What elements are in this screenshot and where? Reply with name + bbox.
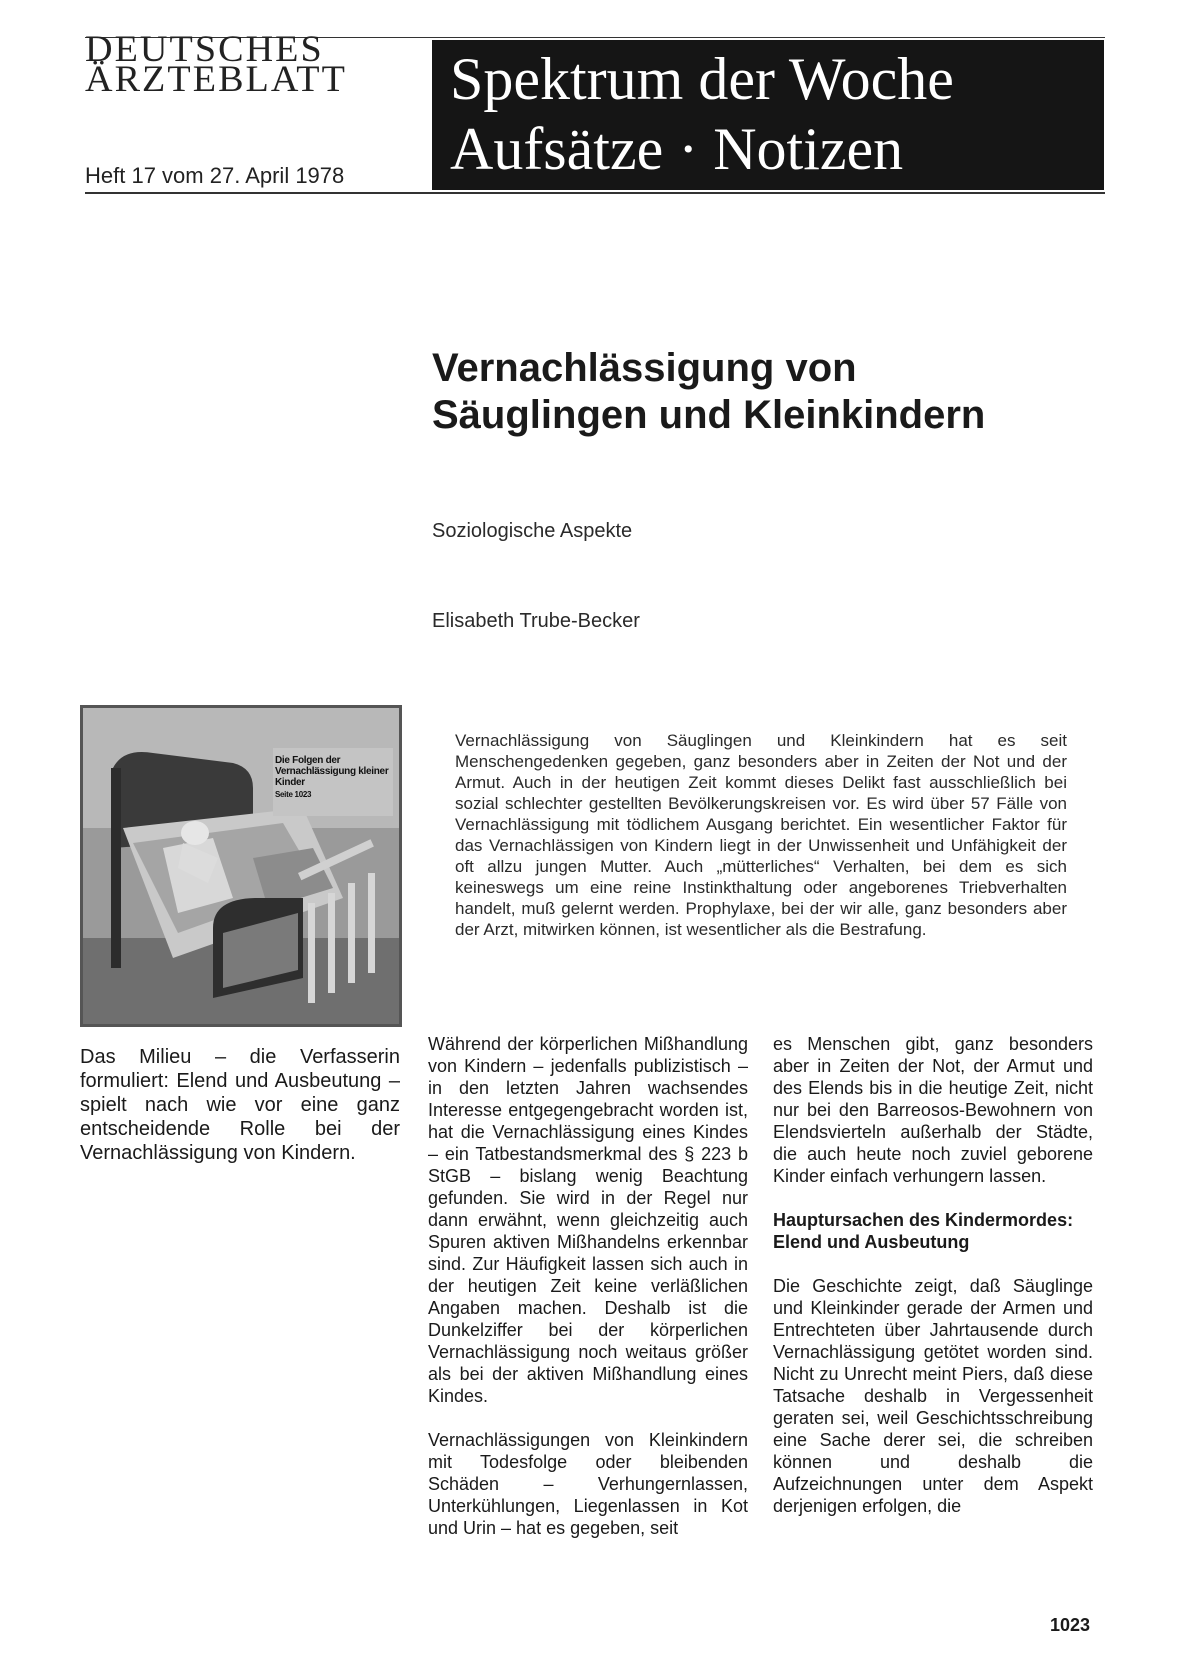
article-subtitle: Soziologische Aspekte bbox=[432, 520, 633, 542]
body-paragraph: es Menschen gibt, ganz besonders aber in Zeiten der Not, der Armut und des Elends bis in die heutige Zeit, nicht nur bei den Barreosos-Bewohnern von Elendsvierteln außerhalb der Städte, die auch heute noch zuviel geborene Kinder einfach verhungern lassen. bbox=[773, 1034, 1093, 1186]
article-photo bbox=[80, 705, 402, 1027]
masthead-line-2: ÄRZTEBLATT bbox=[85, 59, 347, 100]
photo-page-ref: Seite 1023 bbox=[275, 790, 312, 799]
body-paragraph: Vernachlässigungen von Kleinkindern mit Todesfolge oder bleibenden Schäden – Verhungernlassen, Unterkühlungen, Liegenlassen in Kot und Urin – hat es gegeben, seit bbox=[428, 1430, 748, 1538]
masthead-line-1: DEUTSCHES bbox=[85, 29, 324, 70]
header-rule bbox=[85, 192, 1105, 194]
journal-masthead bbox=[85, 29, 425, 100]
section-banner bbox=[432, 40, 1104, 190]
section-banner-line-2: Aufsätze · Notizen bbox=[450, 116, 904, 182]
article-abstract: Vernachlässigung von Säuglingen und Kleinkindern hat es seit Menschengedenken gegeben, ganz besonders aber in Zeiten der Not und der Armut. Auch in der heutigen Zeit kommt dieses Delikt fast ausschließlich bei sozial schlechter gestellten Bevölkerungskreisen vor. Es wird über 57 Fälle von Vernachlässigung mit tödlichem Ausgang berichtet. Ein wesentlicher Faktor für das Vernachlässigen von Kindern liegt in der Unwissenheit und Unfähigkeit der oft allzu jungen Mutter. Auch „mütterliches“ Verhalten, bei dem es sich keineswegs um eine reine Instinkthaltung oder angeborenes Triebverhalten handelt, muß gelernt werden. Prophylaxe, bei der wir alle, ganz besonders aber der Arzt, mitwirken können, ist wesentlicher als die Bestrafung. bbox=[455, 731, 1067, 939]
body-paragraph: Die Geschichte zeigt, daß Säuglinge und Kleinkinder gerade der Armen und Entrechteten über Jahrtausende durch Vernachlässigung getötet worden sind. Nicht zu Unrecht meint Piers, daß diese Tatsache deshalb in Vergessenheit geraten sei, weil Geschichtsschreibung eine Sache derer sei, die schreiben können und deshalb die Aufzeichnungen unter dem Aspekt derjenigen erfolgen, die bbox=[773, 1276, 1093, 1516]
body-column-1 bbox=[428, 1033, 748, 1561]
body-paragraph: Während der körperlichen Mißhandlung von Kindern – jedenfalls publizistisch – in den letzten Jahren wachsendes Interesse entgegengebracht worden ist, hat die Vernachlässigung eines Kindes – ein Tatbestandsmerkmal des § 223 b StGB – bislang wenig Beachtung gefunden. Sie wird in der Regel nur dann erwähnt, wenn gleichzeitig auch Spuren aktiven Mißhandelns erkennbar sind. Zur Häufigkeit lassen sich auch in der heutigen Zeit keine verläßlichen Angaben machen. Deshalb ist die Dunkelziffer bei der körperlichen Vernachlässigung noch weitaus größer als bei der aktiven Mißhandlung eines Kindes. bbox=[428, 1034, 748, 1406]
page-number: 1023 bbox=[1050, 1615, 1091, 1635]
body-column-2 bbox=[773, 1033, 1093, 1539]
article-author: Elisabeth Trube-Becker bbox=[432, 610, 640, 632]
issue-date: Heft 17 vom 27. April 1978 bbox=[85, 163, 345, 188]
photo-caption bbox=[275, 755, 395, 800]
photo-caption-text: Die Folgen der Vernachlässigung kleiner Kinder bbox=[275, 755, 389, 788]
section-heading: Hauptursachen des Kindermordes: Elend und Ausbeutung bbox=[773, 1210, 1074, 1252]
section-banner-line-1: Spektrum der Woche bbox=[450, 46, 954, 112]
sidebar-quote: Das Milieu – die Verfasserin formuliert: Elend und Ausbeutung – spielt nach wie vor eine ganz entscheidende Rolle bei der Vernachlässigung von Kindern. bbox=[80, 1046, 400, 1164]
article-title: Vernachlässigung von Säuglingen und Kleinkindern bbox=[432, 346, 986, 437]
